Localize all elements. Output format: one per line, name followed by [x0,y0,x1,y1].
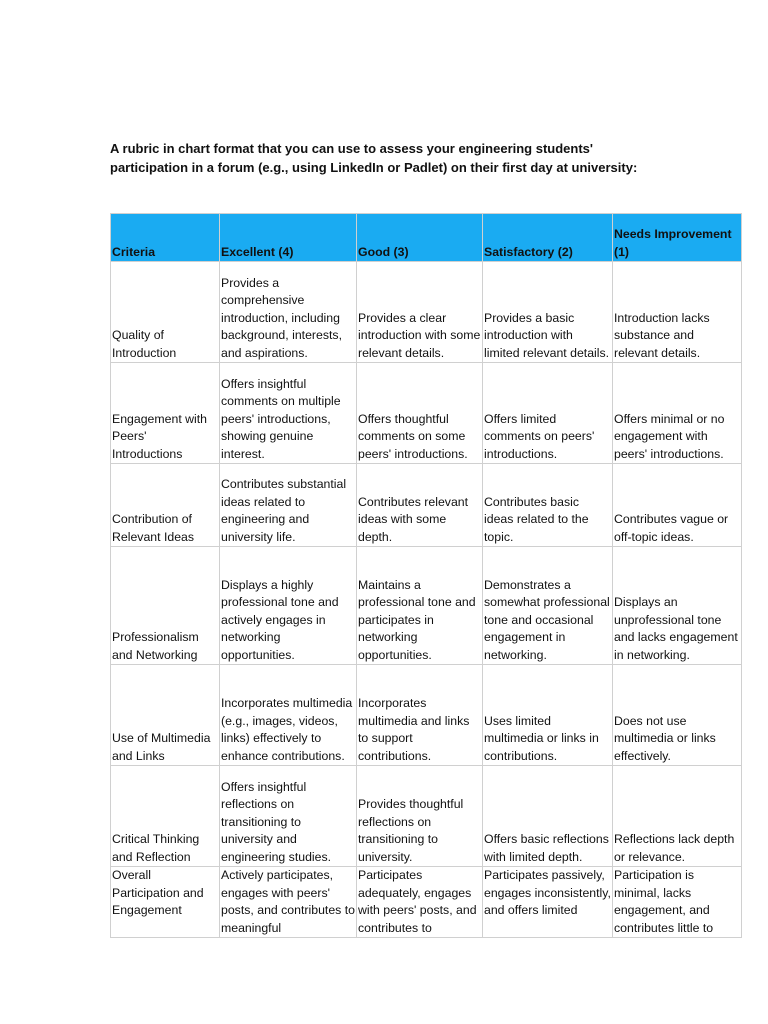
good-cell: Offers thoughtful comments on some peers' introductions. [357,363,483,464]
good-cell: Maintains a professional tone and participates in networking opportunities. [357,547,483,665]
satisfactory-cell: Participates passively, engages inconsistently, and offers limited [483,867,613,938]
criteria-cell: Use of Multimedia and Links [111,665,220,766]
table-row [111,665,742,766]
table-row [111,867,742,938]
table-row [111,262,742,363]
criteria-cell: Engagement with Peers' Introductions [111,363,220,464]
header-needs-improvement: Needs Improvement (1) [613,214,742,262]
good-cell: Provides thoughtful reflections on transitioning to university. [357,766,483,867]
needs-improvement-cell: Offers minimal or no engagement with peers' introductions. [613,363,742,464]
header-row [111,214,742,262]
table-row [111,766,742,867]
criteria-cell: Contribution of Relevant Ideas [111,464,220,547]
needs-improvement-cell: Displays an unprofessional tone and lacks engagement in networking. [613,547,742,665]
criteria-cell: Professionalism and Networking [111,547,220,665]
table-row [111,363,742,464]
needs-improvement-cell: Participation is minimal, lacks engagement, and contributes little to [613,867,742,938]
good-cell: Contributes relevant ideas with some depth. [357,464,483,547]
table-row [111,464,742,547]
satisfactory-cell: Contributes basic ideas related to the topic. [483,464,613,547]
criteria-cell: Critical Thinking and Reflection [111,766,220,867]
header-good: Good (3) [357,214,483,262]
needs-improvement-cell: Does not use multimedia or links effectively. [613,665,742,766]
satisfactory-cell: Provides a basic introduction with limited relevant details. [483,262,613,363]
rubric-table [110,213,742,938]
criteria-cell: Overall Participation and Engagement [111,867,220,938]
criteria-cell: Quality of Introduction [111,262,220,363]
satisfactory-cell: Offers limited comments on peers' introductions. [483,363,613,464]
needs-improvement-cell: Reflections lack depth or relevance. [613,766,742,867]
table-row [111,547,742,665]
intro-text: A rubric in chart format that you can use to assess your engineering students' participation in a forum (e.g., using LinkedIn or Padlet) on their first day at university: [110,141,638,175]
excellent-cell: Incorporates multimedia (e.g., images, videos, links) effectively to enhance contributions. [220,665,357,766]
excellent-cell: Displays a highly professional tone and actively engages in networking opportunities. [220,547,357,665]
good-cell: Participates adequately, engages with peers' posts, and contributes to [357,867,483,938]
header-criteria: Criteria [111,214,220,262]
header-satisfactory: Satisfactory (2) [483,214,613,262]
excellent-cell: Contributes substantial ideas related to engineering and university life. [220,464,357,547]
good-cell: Incorporates multimedia and links to support contributions. [357,665,483,766]
satisfactory-cell: Offers basic reflections with limited depth. [483,766,613,867]
excellent-cell: Offers insightful reflections on transitioning to university and engineering studies. [220,766,357,867]
good-cell: Provides a clear introduction with some relevant details. [357,262,483,363]
excellent-cell: Actively participates, engages with peers' posts, and contributes to meaningful [220,867,357,938]
satisfactory-cell: Demonstrates a somewhat professional tone and occasional engagement in networking. [483,547,613,665]
needs-improvement-cell: Contributes vague or off-topic ideas. [613,464,742,547]
header-excellent: Excellent (4) [220,214,357,262]
excellent-cell: Provides a comprehensive introduction, including background, interests, and aspirations. [220,262,357,363]
excellent-cell: Offers insightful comments on multiple peers' introductions, showing genuine interest. [220,363,357,464]
needs-improvement-cell: Introduction lacks substance and relevant details. [613,262,742,363]
satisfactory-cell: Uses limited multimedia or links in contributions. [483,665,613,766]
